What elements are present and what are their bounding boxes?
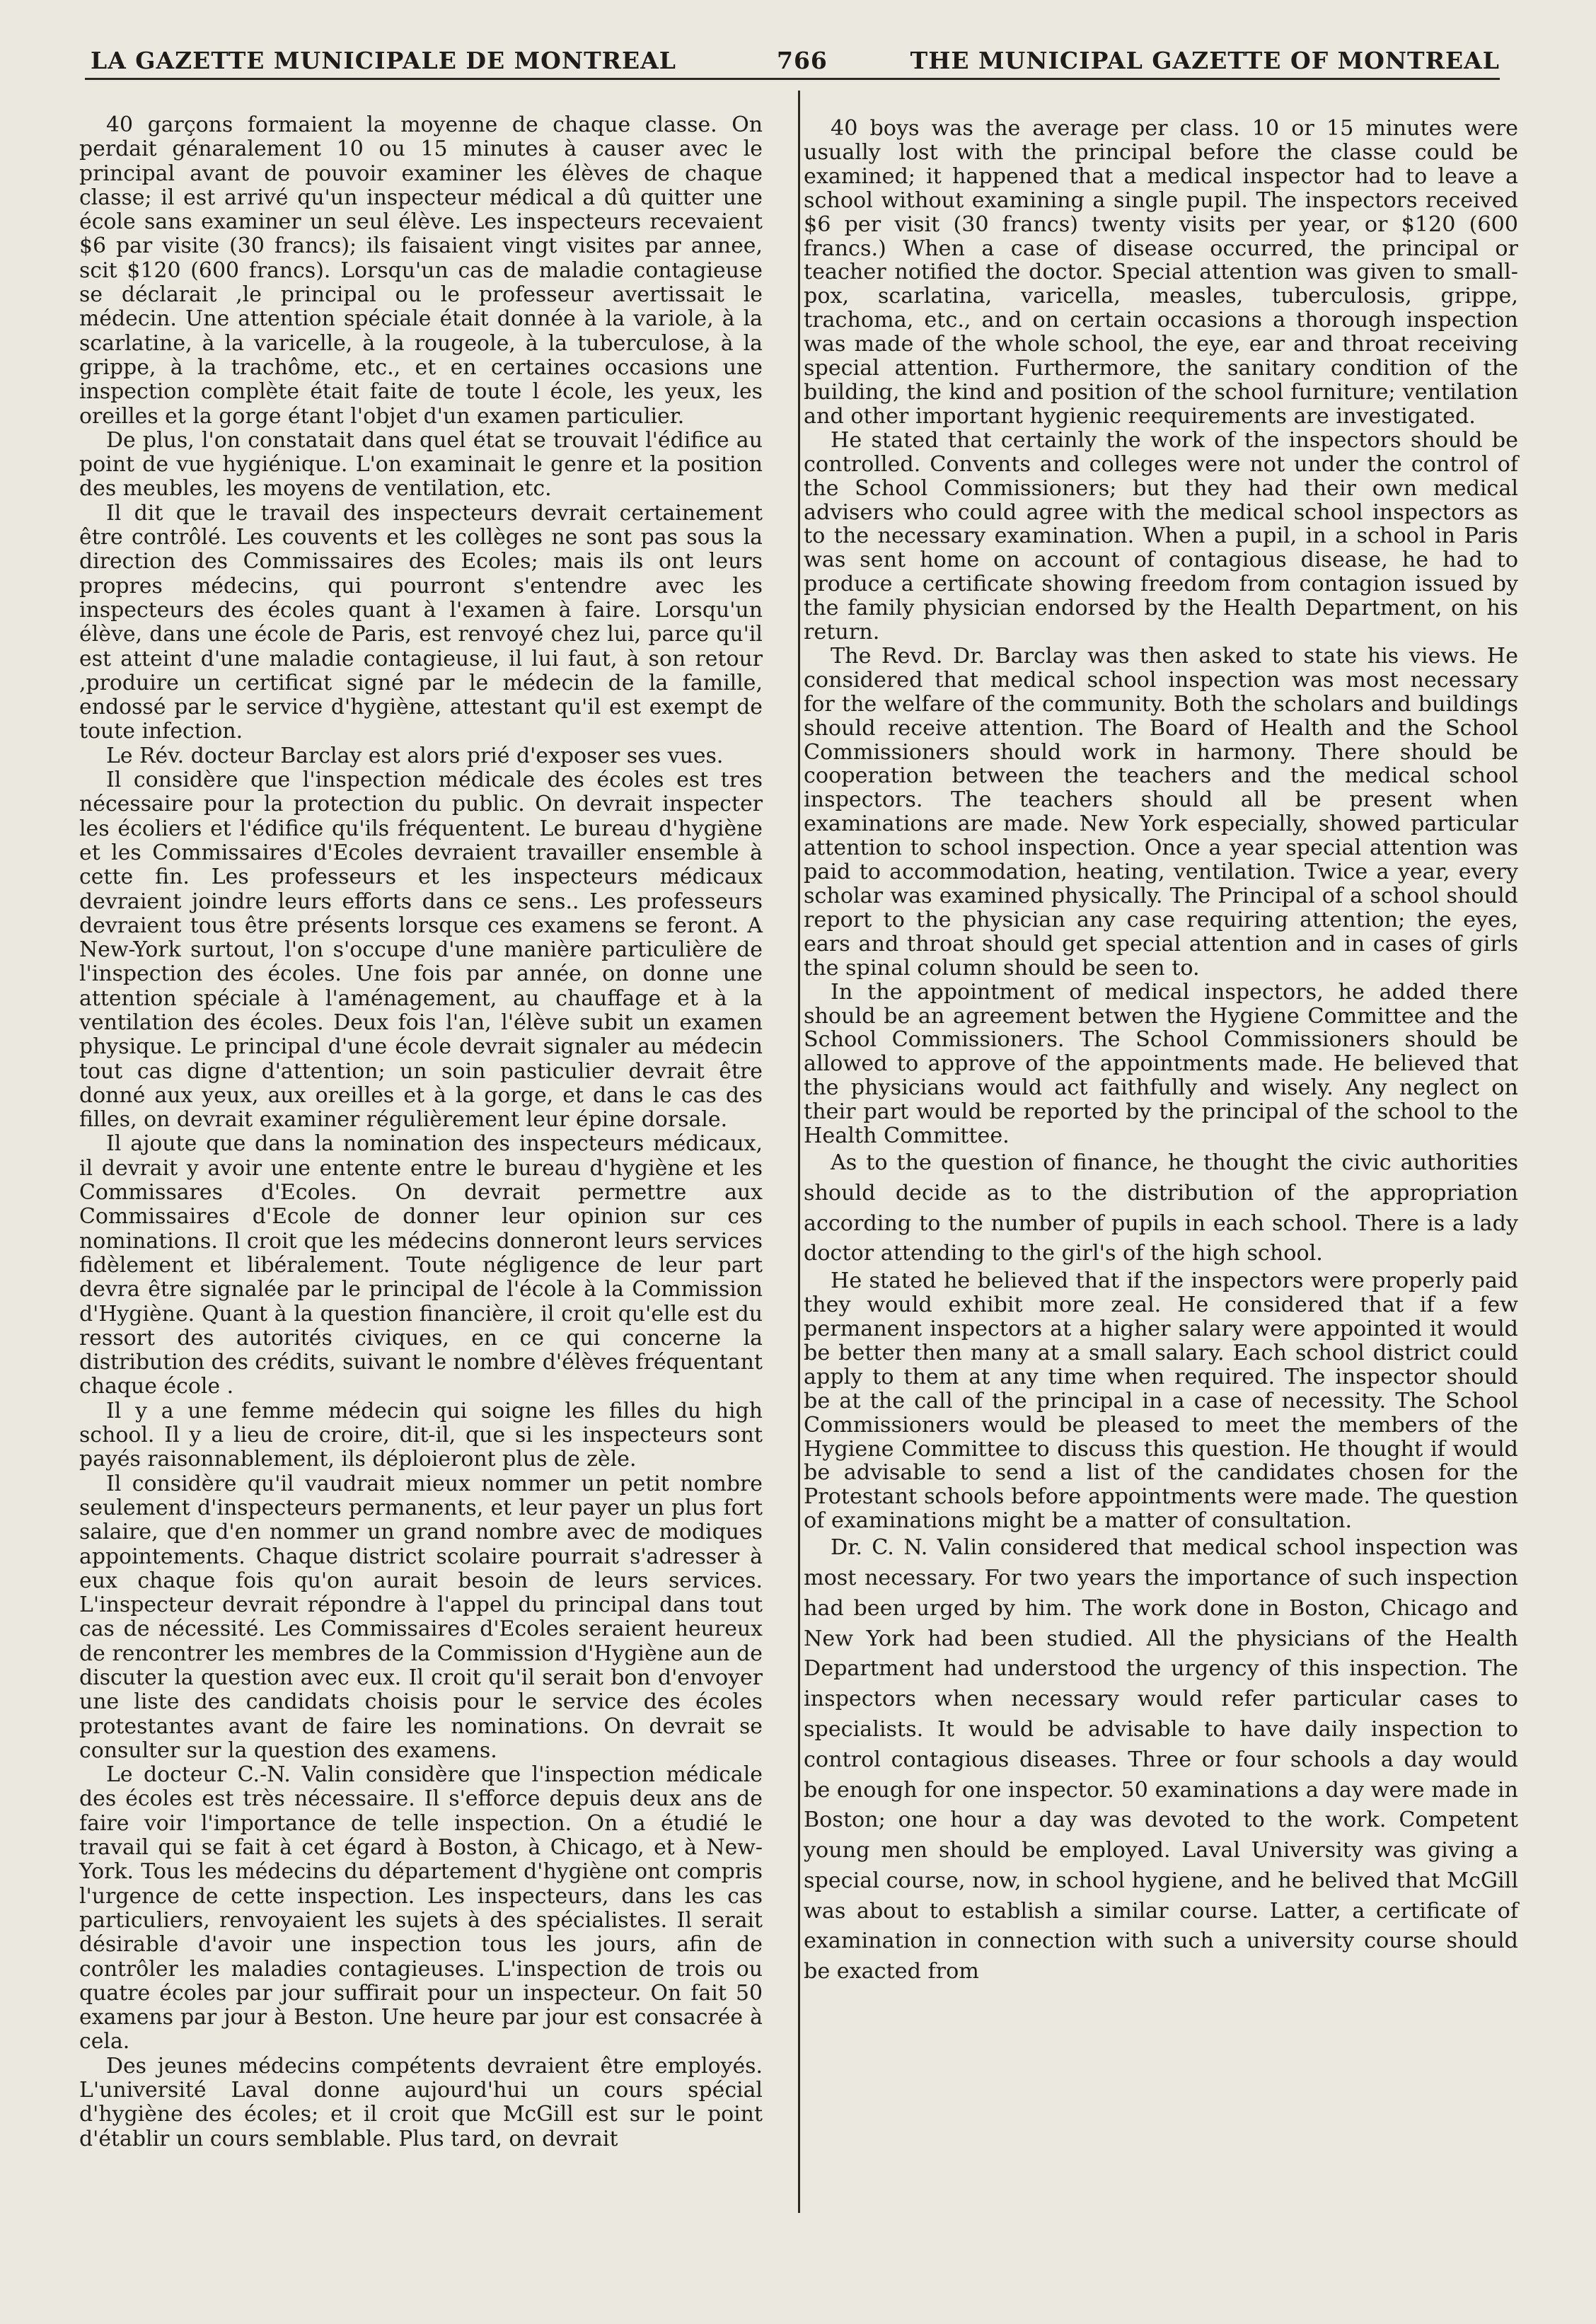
fr-paragraph-5: Il considère que l'inspection médicale des écoles est tres nécessaire pour la protection du public. On devrait inspecter les écoliers et l'édifice qu'ils fréquentent. Le bureau d'hygiène et les Commissaires d'Ecoles devraient travailler ensemble à cette fin. Les professeurs et les inspecteurs médicaux devraient joindre leurs efforts dans ce sens.. Les professeurs devraient tous être présents lorsque ces examens se feront. A New-York surtout, l'on s'occupe d'une manière particulière de l'inspection des écoles. Une fois par année, on donne une attention spéciale à l'aménagement, au chauffage et à la ventilation des écoles. Deux fois l'an, l'élève subit un examen physique. Le principal d'une école devrait signaler au médecin tout cas digne d'attention; un soin pasticulier devrait être donné aux yeux, aux oreilles et à la gorge, et dans le cas des filles, on devrait examiner régulièrement leur épine dorsale. [79, 768, 763, 1133]
header-english-title: THE MUNICIPAL GAZETTE OF MONTREAL [910, 47, 1500, 74]
en-paragraph-7: Dr. C. N. Valin considered that medical school inspection was most necessary. For two years the importance of such inspection had been urged by him. The work done in Boston, Chicago and New York had been studied. All the physicians of the Health Department had understood the urgency of this inspection. The inspectors when necessary would refer particular cases to specialists. It would be advisable to have daily inspection to control contagious diseases. Three or four schools a day would be enough for one inspector. 50 examinations a day were made in Boston; one hour a day was devoted to the work. Competent young men should be employed. Laval University was giving a special course, now, in school hygiene, and he belived that McGill was about to establish a similar course. Latter, a certificate of examination in connection with such a university course should be exacted from [804, 1535, 1518, 1984]
fr-paragraph-3: Il dit que le travail des inspecteurs devrait certainement être contrôlé. Les couvents et les collèges ne sont pas sous la direction des Commissaires des Ecoles; mais ils ont leurs propres médecins, qui pourront s'entendre avec les inspecteurs des écoles quant à l'examen à faire. Lorsqu'un élève, dans une école de Paris, est renvoyé chez lui, parce qu'il est atteint d'une maladie contagieuse, il lui faut, à son retour ,produire un certificat signé par le médecin de la famille, endossé par le service d'hygiène, attestant qu'il est exempt de toute infection. [79, 500, 763, 744]
en-paragraph-1: 40 boys was the average per class. 10 or 15 minutes were usually lost with the principal before the classe could be examined; it happened that a medical inspector had to leave a school without examining a single pupil. The inspectors received $6 per visit (30 francs) twenty visits per year, or $120 (600 francs.) When a case of disease occurred, the principal or teacher notified the doctor. Special attention was given to small-pox, scarlatina, varicella, measles, tuberculosis, grippe, trachoma, etc., and on certain occasions a thorough inspection was made of the whole school, the eye, ear and throat receiving special attention. Furthermore, the sanitary condition of the building, the kind and position of the school furniture; ventilation and other important hygienic reequirements are investigated. [804, 116, 1518, 429]
fr-paragraph-10: Des jeunes médecins compétents devraient être employés. L'université Laval donne aujourd'hui un cours spécial d'hygiène des écoles; et il croit que McGill est sur le point d'établir un cours semblable. Plus tard, on devrait [79, 2053, 763, 2151]
en-paragraph-3: The Revd. Dr. Barclay was then asked to state his views. He considered that medical school inspection was most necessary for the welfare of the community. Both the scholars and buildings should receive attention. The Board of Health and the School Commissioners should work in harmony. There should be cooperation between the teachers and the medical school inspectors. The teachers should all be present when examinations are made. New York especially, showed particular attention to school inspection. Once a year special attention was paid to accommodation, heating, ventilation. Twice a year, every scholar was examined physically. The Principal of a school should report to the physician any case requiring attention; the eyes, ears and throat should get special attention and in cases of girls the spinal column should be seen to. [804, 643, 1518, 981]
page-header [85, 47, 1500, 86]
header-rule [85, 78, 1500, 80]
en-paragraph-4: In the appointment of medical inspectors, he added there should be an agreement betwen the Hygiene Committee and the School Commissioners. The School Commissioners should be allowed to approve of the appointments made. He believed that the physicians would act faithfully and wisely. Any neglect on their part would be reported by the principal of the school to the Health Committee. [804, 979, 1518, 1149]
en-paragraph-2: He stated that certainly the work of the inspectors should be controlled. Convents and colleges were not under the control of the School Commissioners; but they had their own medical advisers who could agree with the medical school inspectors as to the necessary examination. When a pupil, in a school in Paris was sent home on account of contagious disease, he had to produce a certificate showing freedom from contagion issued by the family physician endorsed by the Health Department, on his return. [804, 427, 1518, 645]
fr-paragraph-8: Il considère qu'il vaudrait mieux nommer un petit nombre seulement d'inspecteurs permanents, et leur payer un plus fort salaire, que d'en nommer un grand nombre avec de modiques appointements. Chaque district scolaire pourrait s'adresser à eux chaque fois qu'on aurait besoin de leurs services. L'inspecteur devrait répondre à l'appel du principal dans tout cas de nécessité. Les Commissaires d'Ecoles seraient heureux de rencontrer les membres de la Commission d'Hygiène aun de discuter la question avec eux. Il croit qu'il serait bon d'envoyer une liste des candidats choisis pour le service des écoles protestantes avant de faire les nominations. On devrait se consulter sur la question des examens. [79, 1471, 763, 1763]
fr-paragraph-1: 40 garçons formaient la moyenne de chaque classe. On perdait génaralement 10 ou 15 minutes à causer avec le principal avant de pouvoir examiner les élèves de chaque classe; il est arrivé qu'un inspecteur médical a dû quitter une école sans examiner un seul élève. Les inspecteurs recevaient $6 par visite (30 francs); ils faisaient vingt visites par annee, scit $120 (600 francs). Lorsqu'un cas de maladie contagieuse se déclarait ,le principal ou le professeur avertissait le médecin. Une attention spéciale était donnée à la variole, à la scarlatine, à la varicelle, à la rougeole, à la tuberculose, à la grippe, à la trachôme, etc., et en certaines occasions une inspection complète était faite de toute l école, les yeux, les oreilles et la gorge étant l'objet d'un examen particulier. [79, 112, 763, 429]
english-column [804, 117, 1518, 1987]
fr-paragraph-2: De plus, l'on constatait dans quel état se trouvait l'édifice au point de vue hygiénique. L'on examinait le genre et la position des meubles, les moyens de ventilation, etc. [79, 427, 763, 502]
header-french-title: LA GAZETTE MUNICIPALE DE MONTREAL [91, 47, 677, 74]
fr-paragraph-9: Le docteur C.-N. Valin considère que l'inspection médicale des écoles est très nécessaire. Il s'efforce depuis deux ans de faire voir l'importance de telle inspection. On a étudié le travail qui se fait à cet égard à Boston, à Chicago, et à New-York. Tous les médecins du département d'hygiène ont compris l'urgence de cette inspection. Les inspecteurs, dans les cas particuliers, renvoyaient les sujets à des spécialistes. Il serait désirable d'avoir une inspection tous les jours, afin de contrôler les maladies contagieuses. L'inspection de trois ou quatre écoles par jour suffirait pour un inspecteur. On fait 50 examens par jour à Beston. Une heure par jour est consacrée à cela. [79, 1762, 763, 2054]
page-number: 766 [777, 47, 828, 74]
en-paragraph-6: He stated he believed that if the inspectors were properly paid they would exhibit more zeal. He considered that if a few permanent inspectors at a higher salary were appointed it would be better then many at a small salary. Each school district could apply to them at any time when required. The inspector should be at the call of the principal in a case of necessity. The School Commissioners would be pleased to meet the members of the Hygiene Committee to discuss this question. He thought if would be advisable to send a list of the candidates chosen for the Protestant schools before appointments were made. The question of examinations might be a matter of consultation. [804, 1268, 1518, 1534]
en-paragraph-5: As to the question of finance, he thought the civic authorities should decide as to the distribution of the appropriation according to the number of pupils in each school. There is a lady doctor attending to the girl's of the high school. [804, 1150, 1518, 1266]
french-column [79, 113, 763, 2151]
fr-paragraph-4: Le Rév. docteur Barclay est alors prié d'exposer ses vues. [106, 743, 724, 768]
fr-paragraph-7: Il y a une femme médecin qui soigne les filles du high school. Il y a lieu de croire, dit-il, que si les inspecteurs sont payés raisonnablement, ils déploieront plus de zèle. [79, 1398, 763, 1472]
fr-paragraph-6: Il ajoute que dans la nomination des inspecteurs médicaux, il devrait y avoir une entente entre le bureau d'hygiène et les Commissares d'Ecoles. On devrait permettre aux Commissaires d'Ecole de donner leur opinion sur ces nominations. Il croit que les médecins donneront leurs services fidèlement et libéralement. Toute négligence de leur part devra être signalée par le principal de l'école à la Commission d'Hygiène. Quant à la question financière, il croit qu'elle est du ressort des autorités civiques, en ce qui concerne la distribution des crédits, suivant le nombre d'élèves fréquentant chaque école . [79, 1131, 763, 1399]
column-divider [798, 91, 800, 2213]
